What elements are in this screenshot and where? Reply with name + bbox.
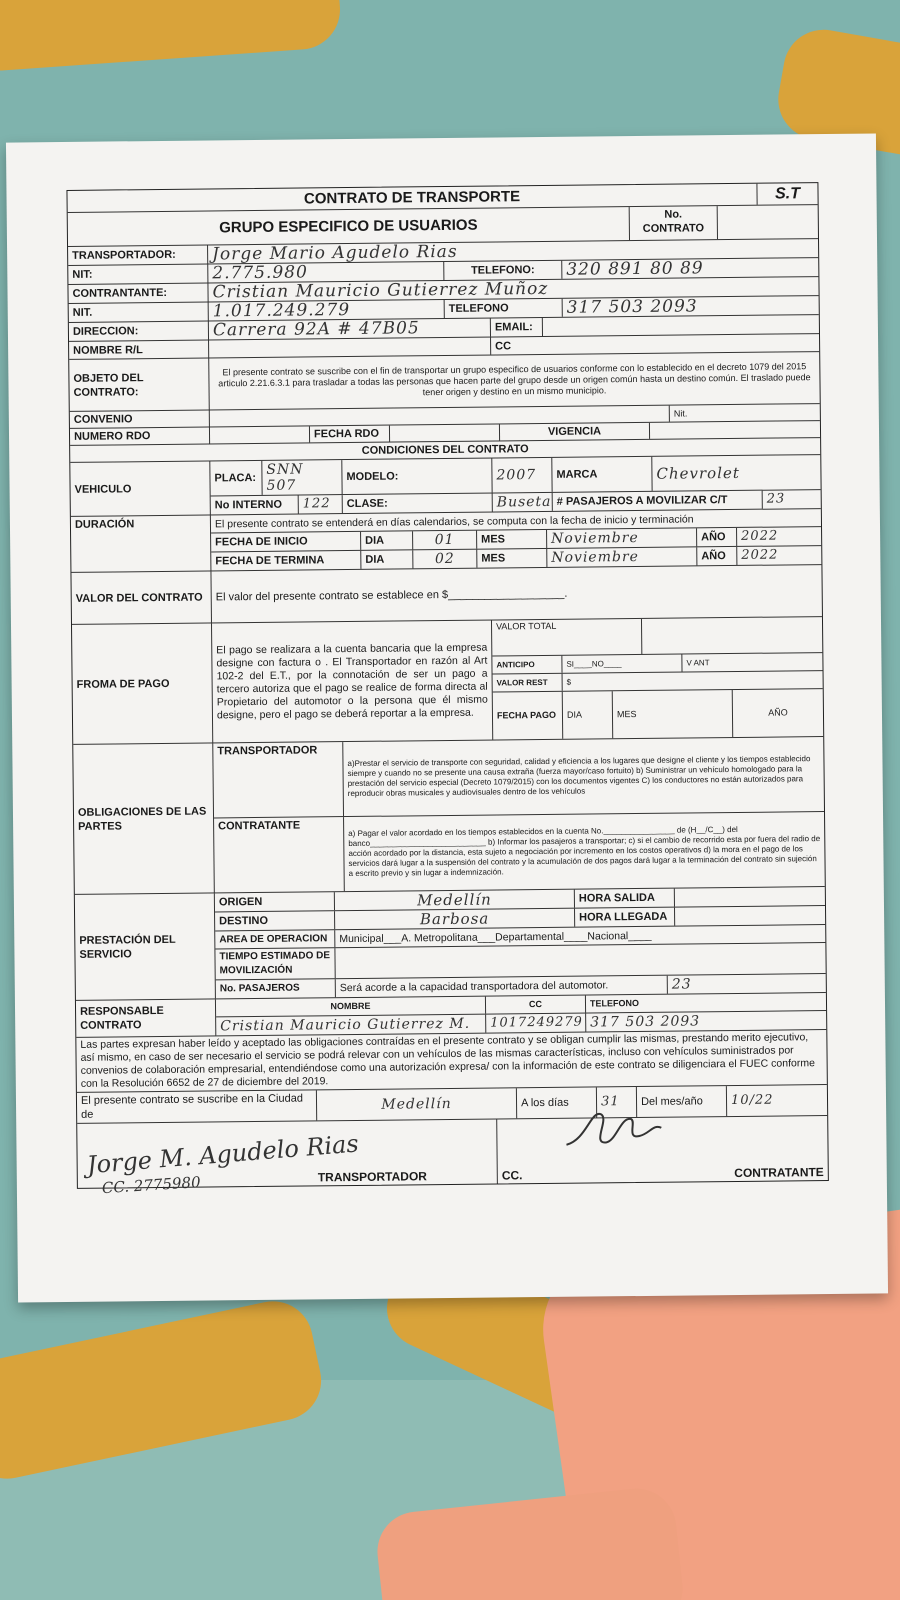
closing-text: Las partes expresan haber leído y aceptado las obligaciones contraídas en el presente contrato y se obligan cumplir las mismas, prestando merito ejecutivo, así mismo, en caso de ser necesario el servicio se podrá relevar con un vehículos de las mismas características, incluso con vehículos suministrados por convenios de colaboración empresarial, entendiéndose como una autorización expresa/ con la información de este contrato se diligenciara el FUEC conforme con la Resolución 6652 de 27 de diciembre del 2019.: [80, 1031, 815, 1090]
pago-label: FROMA DE PAGO: [72, 623, 213, 743]
modelo-label: MODELO:: [342, 459, 492, 495]
telefono-label: TELEFONO: [445, 299, 563, 318]
telefono-value: 317 503 2093: [566, 296, 698, 318]
pago-mes-label: MES: [613, 690, 733, 738]
contratante-label: CONTRANTANTE:: [68, 283, 208, 302]
clase-value: Buseta: [493, 493, 553, 512]
company-logo: S.T: [774, 184, 801, 203]
transportador-label: TRANSPORTADOR:: [68, 245, 208, 264]
area-label: AREA DE OPERACION: [215, 930, 335, 948]
background-cloth: [0, 0, 343, 73]
v-ant-label: V ANT: [686, 657, 710, 667]
dia-label: DIA: [361, 531, 413, 550]
tiempo-value: [335, 943, 825, 978]
mes-label: MES: [477, 530, 547, 549]
clase-label: CLASE:: [343, 494, 493, 514]
placa-label: PLACA:: [210, 461, 262, 496]
hora-salida-label: HORA SALIDA: [575, 889, 675, 908]
placa-value: SNN 507: [262, 460, 342, 495]
valor-rest-value: $: [566, 677, 572, 687]
interno-value: 122: [299, 495, 343, 513]
vehiculo-label: VEHICULO: [70, 461, 211, 515]
vigencia-value: [650, 421, 820, 439]
suscribe-label: El presente contrato se suscribe en la Ciudad de: [77, 1090, 317, 1123]
convenio-label: CONVENIO: [70, 410, 210, 427]
pasajeros-label: # PASAJEROS A MOVILIZAR C/T: [553, 491, 763, 511]
origen-label: ORIGEN: [215, 892, 335, 911]
destino-value: Barbosa: [335, 909, 575, 930]
origen-value: Medellín: [335, 890, 575, 911]
fecha-inicio-label: FECHA DE INICIO: [211, 532, 361, 552]
valor-total-label: VALOR TOTAL: [492, 619, 642, 656]
resp-telefono-value: 317 503 2093: [590, 1013, 701, 1031]
numero-rdo-value: [210, 426, 310, 443]
transportador-signature: Jorge M. Agudelo Rias: [85, 1129, 360, 1180]
hora-salida-value: [675, 887, 825, 907]
obl-contratante-label: CONTRATANTE: [214, 817, 345, 892]
resp-cc-value: 1017249279: [486, 1014, 586, 1033]
duracion-text: El presente contrato se entenderá en días calendarios, se computa con la fecha de inicio y terminación: [214, 512, 694, 530]
fecha-pago-label: FECHA PAGO: [493, 692, 563, 740]
prestacion-label: PRESTACIÓN DEL SERVICIO: [75, 893, 216, 999]
vigencia-label: VIGENCIA: [500, 423, 650, 441]
termina-ano-value: 2022: [741, 547, 779, 563]
inicio-mes-value: Noviembre: [547, 528, 697, 548]
anticipo-label: ANTICIPO: [492, 656, 562, 674]
valor-label: VALOR DEL CONTRATO: [71, 571, 212, 623]
mes-ano-value: 10/22: [730, 1092, 774, 1109]
obl-contratante-text: a) Pagar el valor acordado en los tiempos establecidos en la cuenta No.________________ de (H__/C__) del banco__________________________ b) Informar los pasajeros a transportar; c) si el cambio de recorrido esta por fuera del radio de acción acordado por la distancia, esta sujeto a negociación por incremento en los costos operativos d) la mora en el pago de los servicios dará lugar a la suspensión del contrato y la acumulación de dos pagos dará lugar a la terminación del contrato sin sujeción a escrito previo y sin lugar a indemnización.: [348, 824, 821, 879]
nombre-label: NOMBRE: [216, 997, 486, 1017]
area-options: Municipal___A. Metropolitana___Departamental____Nacional____: [339, 929, 652, 945]
vehiculo-details: [210, 455, 821, 514]
duracion-details: [211, 509, 822, 570]
contratante-value: Cristian Mauricio Gutierrez Muñoz: [212, 278, 549, 303]
responsable-details: [216, 993, 826, 1035]
no-pasajeros-text: Será acorde a la capacidad transportadora del automotor.: [336, 976, 668, 997]
valor-text: El valor del presente contrato se establece en $___________________.: [215, 587, 568, 603]
mes-label: MES: [477, 549, 547, 568]
pago-dia-label: DIA: [563, 691, 613, 739]
obligaciones-details: [213, 737, 825, 892]
transportador-signature-label: TRANSPORTADOR: [77, 1119, 498, 1187]
duracion-label: DURACIÓN: [71, 515, 212, 571]
contract-subtitle: GRUPO ESPECIFICO DE USUARIOS: [68, 207, 630, 246]
ano-label: AÑO: [697, 528, 737, 546]
objeto-label: OBJETO DEL CONTRATO:: [69, 358, 210, 410]
mes-ano-label: Del mes/año: [637, 1086, 727, 1117]
inicio-dia-value: 01: [413, 531, 477, 550]
cc-label: CC: [495, 339, 512, 352]
pago-text: El pago se realizara a la cuenta bancaria que la empresa designe con factura o . El Transportador en razón al Art 102-2 del E.T., por la connotación de ser un pago a tercero autoriza que el pago se realice de forma directa al Propietario del automotor o la persona que él mismo designe, pero el pago se deberá reportar a la empresa.: [212, 621, 493, 743]
contract-number-label: No. CONTRATO: [630, 206, 718, 240]
nit-label: NIT.: [69, 302, 209, 321]
marca-value: Chevrolet: [656, 463, 740, 483]
no-pasajeros-value: 23: [671, 976, 692, 993]
nit-value: 1.017.249.279: [209, 300, 445, 320]
fecha-termina-label: FECHA DE TERMINA: [211, 551, 361, 571]
contract-title: CONTRATO DE TRANSPORTE: [67, 184, 757, 212]
dia-label: DIA: [361, 550, 413, 569]
dias-value: 31: [597, 1087, 637, 1117]
ciudad-value: Medellín: [317, 1088, 517, 1120]
numero-rdo-label: NUMERO RDO: [70, 427, 210, 444]
pago-table: [492, 617, 823, 739]
termina-mes-value: Noviembre: [547, 547, 697, 567]
inicio-ano-value: 2022: [741, 528, 779, 544]
resp-telefono-label: TELEFONO: [589, 998, 640, 1009]
responsable-label: RESPONSABLE CONTRATO: [76, 999, 216, 1036]
valor-total-value: [642, 617, 822, 654]
condiciones-title: CONDICIONES DEL CONTRATO: [361, 443, 529, 457]
pasajeros-value: 23: [766, 491, 786, 507]
fecha-rdo-label: FECHA RDO: [310, 426, 390, 443]
telefono-value: 320 891 80 89: [566, 258, 704, 280]
ano-label: AÑO: [697, 547, 737, 565]
obl-transportador-label: TRANSPORTADOR: [213, 742, 344, 817]
interno-label: No INTERNO: [211, 496, 299, 515]
email-label: EMAIL:: [491, 318, 543, 337]
convenio-nit-label: Nit.: [673, 407, 688, 419]
destino-label: DESTINO: [215, 911, 335, 930]
marca-label: MARCA: [552, 457, 652, 492]
transportador-value: Jorge Mario Agudelo Rias: [212, 241, 458, 265]
telefono-label: TELEFONO:: [444, 261, 562, 280]
signature-cc-label: CC.: [501, 1168, 523, 1183]
hora-llegada-label: HORA LLEGADA: [575, 908, 675, 927]
no-pasajeros-label: No. PASAJEROS: [216, 979, 336, 998]
resp-nombre-value: Cristian Mauricio Gutierrez M.: [216, 1015, 486, 1036]
prestacion-details: [215, 887, 826, 998]
nombre-rl-value: [209, 338, 491, 358]
contract-number-value: [718, 205, 818, 239]
obl-transportador-text: a)Prestar el servicio de transporte con seguridad, calidad y eficiencia a los lugares que designe el cliente y los tiempos establecido siempre y cuando no se presente una causa extraña (fuerza mayor/caso fortuito) b) Suministrar un vehículo homologado para la prestación del servicio especial (Decreto 1079/2015) con los documentos vigentes C) los conductores no están autorizados para reproducir obras musicales y audiovisuales dentro de los vehículos: [347, 754, 811, 799]
termina-dia-value: 02: [413, 550, 477, 569]
email-value: [543, 315, 819, 336]
direccion-value: Carrera 92A # 47B05: [209, 319, 491, 340]
fecha-rdo-value: [390, 424, 500, 441]
contratante-signature-label: CONTRATANTE: [734, 1165, 824, 1181]
nombre-rl-label: NOMBRE R/L: [69, 340, 209, 358]
resp-cc-label: CC: [486, 996, 586, 1014]
transportador-cc-handwritten: CC. 2775980: [101, 1173, 202, 1198]
tiempo-label: TIEMPO ESTIMADO DE MOVILIZACIÓN: [215, 948, 335, 979]
nit-label: NIT:: [68, 264, 208, 283]
contract-paper: [6, 133, 888, 1302]
hora-llegada-value: [675, 906, 825, 926]
objeto-text: El presente contrato se suscribe con el fin de transportar un grupo especifico de usuarios conforme con lo establecido en el decreto 1079 del 2015 articulo 2.21.6.3.1 para trasladar a todas las personas que hacen parte del grupo desde un origen común hasta un destino común. El traslado puede tener origen y destino en un mismo municipio.: [218, 361, 811, 398]
modelo-value: 2007: [492, 458, 552, 493]
obligaciones-label: OBLIGACIONES DE LAS PARTES: [73, 743, 215, 893]
valor-rest-label: VALOR REST: [493, 674, 563, 692]
contratante-signature: [561, 1104, 672, 1155]
nit-value: 2.775.980: [208, 262, 444, 282]
dias-label: A los días: [517, 1087, 597, 1118]
contract-form: [66, 182, 828, 1189]
si-no: SI____NO____: [562, 655, 682, 673]
direccion-label: DIRECCION:: [69, 321, 209, 340]
contratante-signature-stroke: [566, 1113, 661, 1145]
pago-ano-label: AÑO: [768, 707, 788, 718]
